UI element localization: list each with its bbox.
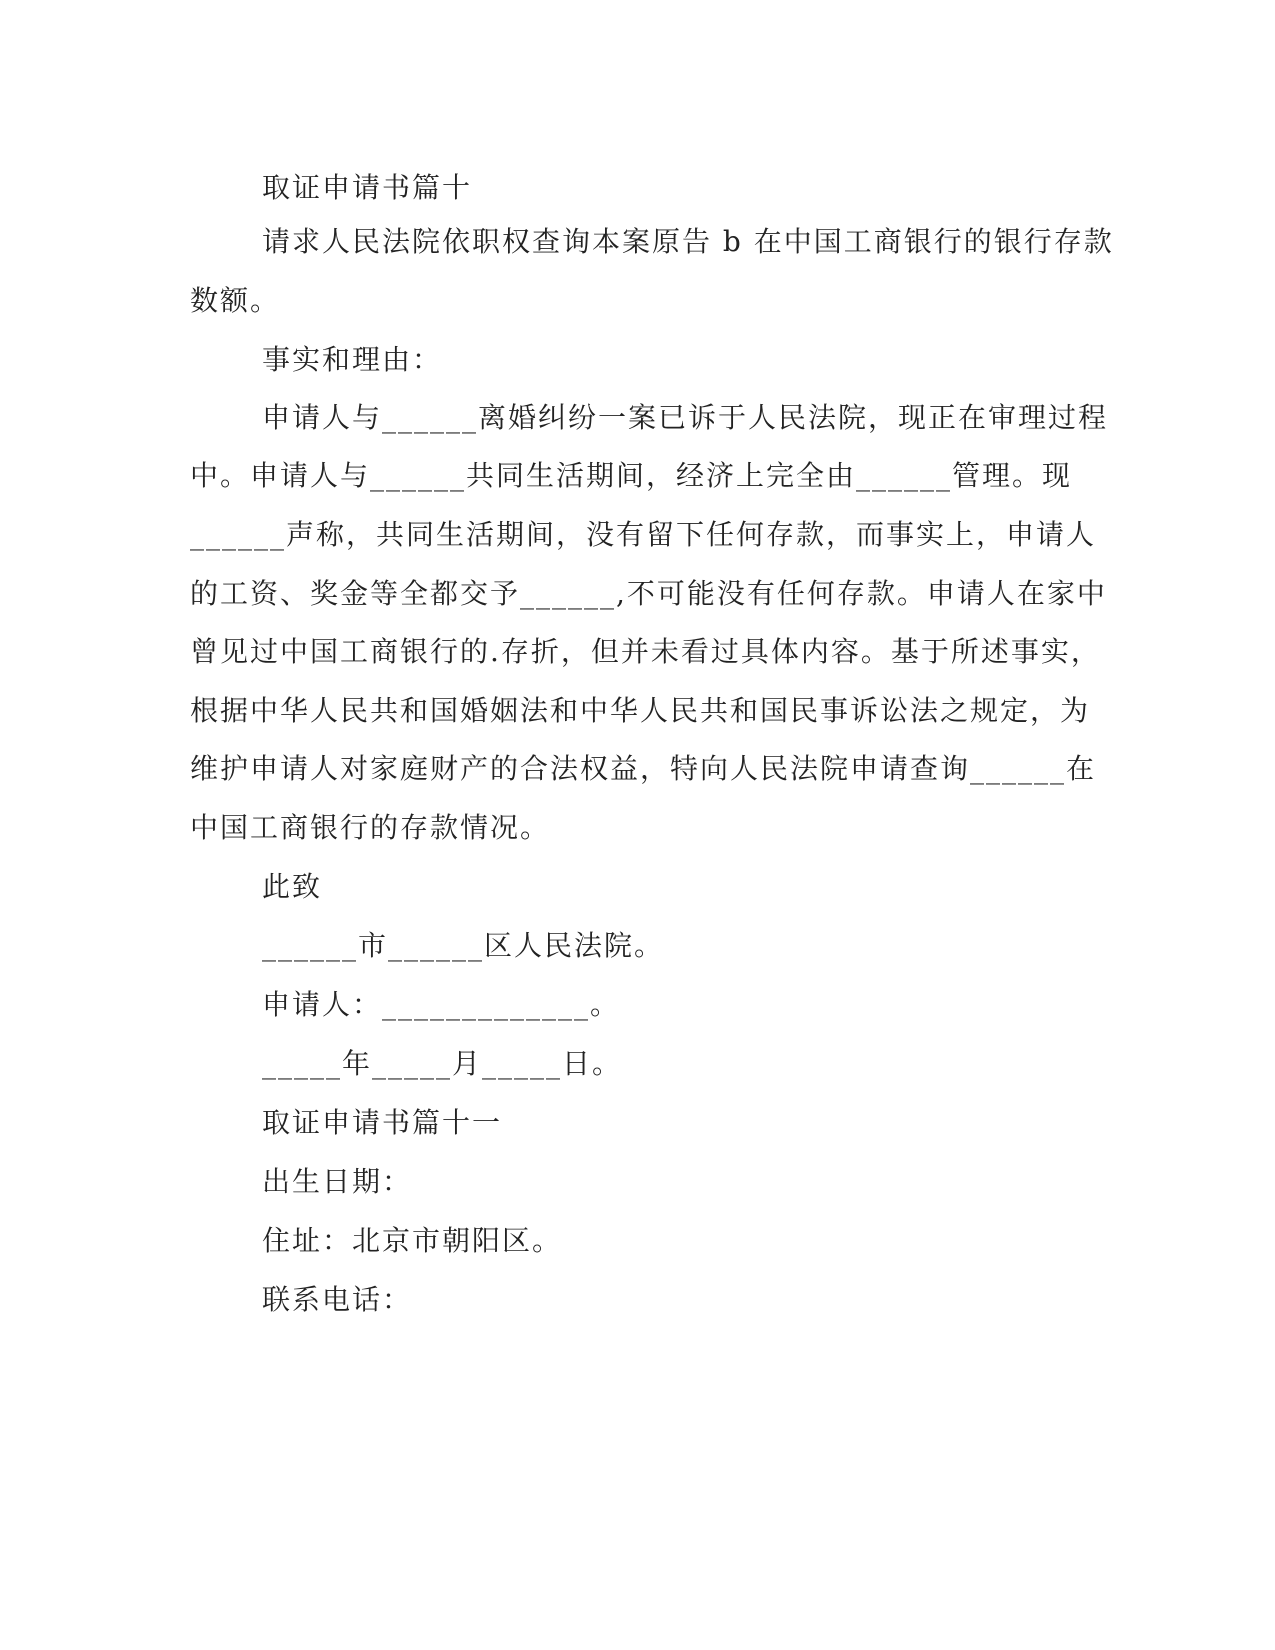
section-title-10: 取证申请书篇十 [262,171,473,204]
section-heading: 事实和理由： [262,343,443,376]
applicant-signature: 申请人：_____________。 [262,988,621,1021]
paragraph-line: 中。申请人与______共同生活期间，经济上完全由______管理。现 [190,459,1073,492]
paragraph-line: 请求人民法院依职权查询本案原告 b 在中国工商银行的银行存款 [262,225,1114,258]
salutation: 此致 [262,870,323,903]
paragraph-line: 根据中华人民共和国婚姻法和中华人民共和国民事诉讼法之规定，为 [190,694,1091,727]
paragraph-line: 申请人与______离婚纠纷一案已诉于人民法院，现正在审理过程 [262,401,1109,434]
paragraph-line: 曾见过中国工商银行的.存折，但并未看过具体内容。基于所述事实， [190,635,1101,668]
paragraph-line: 维护申请人对家庭财产的合法权益，特向人民法院申请查询______在 [190,752,1097,785]
paragraph-line: 数额。 [190,284,281,317]
section-title-11: 取证申请书篇十一 [262,1106,503,1139]
date-line: _____年_____月_____日。 [262,1047,623,1080]
paragraph-line: ______声称，共同生活期间，没有留下任何存款，而事实上，申请人 [190,518,1097,551]
phone-field: 联系电话： [262,1283,413,1316]
paragraph-line: 的工资、奖金等全都交予______,不可能没有任何存款。申请人在家中 [190,577,1107,610]
birth-date-field: 出生日期： [262,1165,413,1198]
paragraph-line: 中国工商银行的存款情况。 [190,811,551,844]
addressee-court: ______市______区人民法院。 [262,929,665,962]
address-field: 住址：北京市朝阳区。 [262,1224,563,1257]
